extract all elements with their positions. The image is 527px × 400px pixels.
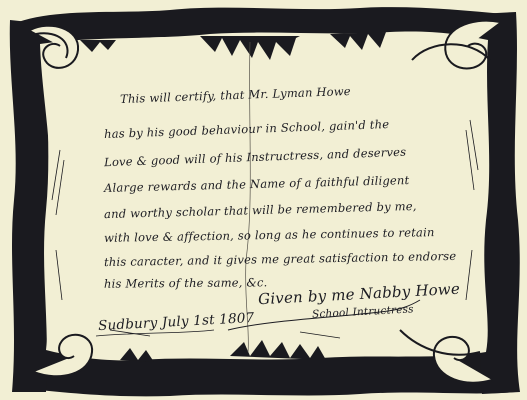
signer-title: School Intructress (311, 303, 415, 321)
cert-line-2: has by his good behaviour in School, gain'd the (103, 117, 390, 141)
parchment-interior (40, 31, 489, 360)
given-by-signature: Given by me Nabby Howe (257, 279, 461, 309)
cert-line-5: and worthy scholar that will be remembered by me, (103, 198, 417, 222)
cert-line-1: This will certify, that Mr. Lyman Howe (119, 83, 352, 107)
cert-line-8: his Merits of the same, &c. (103, 275, 268, 291)
cert-line-7: this caracter, and it gives me great satisfaction to endorse (103, 248, 457, 270)
cert-line-6: with love & affection, so long as he continues to retain (103, 225, 435, 245)
cert-line-3: Love & good will of his Instructress, and deserves (103, 144, 407, 170)
cert-line-4: Alarge rewards and the Name of a faithful diligent (103, 173, 410, 195)
date-line: Sudbury July 1st 1807 (97, 309, 255, 335)
